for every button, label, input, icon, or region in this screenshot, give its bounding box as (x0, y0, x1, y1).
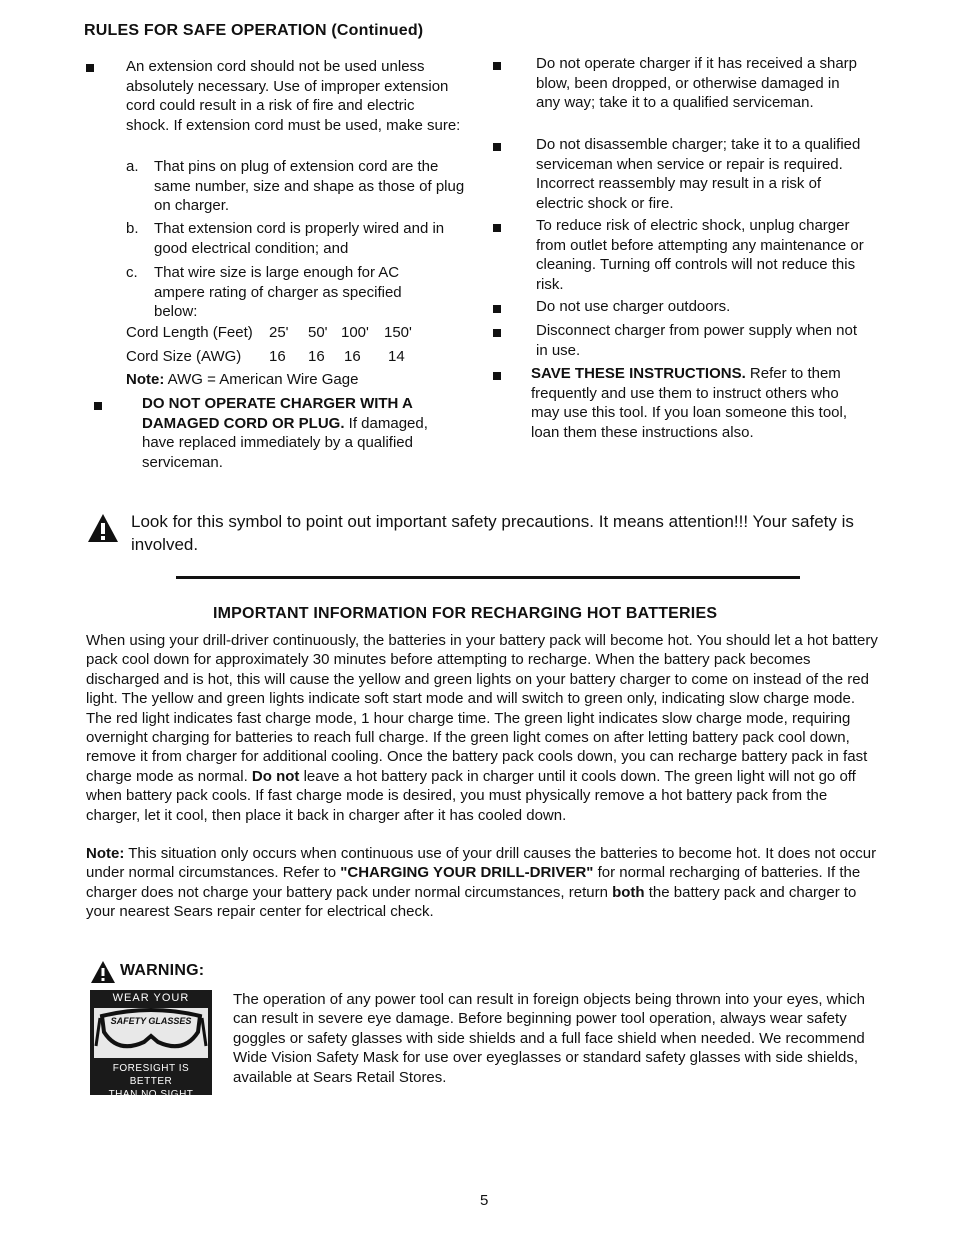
right-item-text: To reduce risk of electric shock, unplug charger from outlet before attempting any maintenance or cleaning. Turning off controls will not reduce this risk. (536, 217, 864, 293)
bullet-marker (493, 143, 501, 151)
sub-text: That extension cord is properly wired and in good electrical condition; and (154, 220, 445, 257)
save-instructions-text: Refer to them frequently and use them to instruct others who may use this tool. If you loan someone this tool, loan them these instructions also. (531, 365, 848, 441)
sub-item-a (126, 157, 466, 217)
sub-letter: a. (126, 158, 139, 175)
cord-length-value: 25' (269, 324, 289, 341)
bullet-marker (493, 224, 501, 232)
safety-glasses-icon (94, 1006, 208, 1060)
paragraph-text: When using your drill-driver continuously, the batteries in your battery pack will become hot. You should let a hot battery pack cool down for approximately 30 minutes before attempting to recharge. When the battery pack becomes discharged and is hot, this will cause the yellow and green lights on your battery charger to come on instead of the red light. The yellow and green lights indicate soft start mode and will switch to green only, indicating slow charge mode. The red light indicates fast charge mode, 1 hour charge time. The green light indicates slow charge mode, requiring overnight charging for batteries to reach full charge. If the green light comes on after letting battery pack cool down, remove it from charger for additional cooling. Once the battery pack cools down, you can recharge battery pack in fast charge mode as normal. (86, 632, 878, 785)
do-not-emphasis: Do not (251, 767, 300, 785)
note-label: Note: (126, 371, 165, 388)
warning-text: The operation of any power tool can result in foreign objects being thrown into your eyes, which can result in severe eye damage. Before beginning power tool operation, always wear safety goggles or safety glasses with side shields and a full face shield when needed. We recommend Wide Vision Safety Mask for use over eyeglasses or standard safety glasses with side shields, available at Sears Retail Stores. (233, 991, 866, 1086)
right-item-text: Do not disassemble charger; take it to a qualified serviceman when service or repair is required. Incorrect reassembly may result in a risk of electric shock or fire. (536, 136, 861, 212)
cord-length-value: 50' (308, 324, 328, 341)
cord-size-value: 16 (344, 348, 361, 365)
damaged-cord-heading: DO NOT OPERATE CHARGER WITH A DAMAGED CORD OR PLUG. (142, 395, 413, 432)
safety-alert-icon (86, 512, 120, 544)
bullet-marker (493, 62, 501, 70)
paragraph-text: leave a hot battery pack in charger until it cools down. The green light will not go off when battery pack cools. If fast charge mode is desired, you must physically remove a hot battery pack from the charger, let it cool, then place it back in charger after it has cooled down. (86, 767, 856, 824)
note-text: This situation only occurs when continuous use of your drill causes the batteries to become hot. It does not occur under normal circumstances. Refer to (86, 845, 877, 882)
page-number: 5 (480, 1192, 489, 1209)
save-instructions-item (531, 364, 871, 442)
sub-item-b (126, 219, 466, 261)
bullet-marker (493, 305, 501, 313)
bullet-marker (493, 372, 501, 380)
safety-glasses-badge (90, 990, 212, 1100)
section-title: RULES FOR SAFE OPERATION (Continued) (84, 22, 424, 39)
badge-bottom-line: THAN NO SIGHT (108, 1089, 194, 1100)
cord-length-value: 150' (384, 324, 412, 341)
both-emphasis: both (612, 883, 645, 901)
cord-length-label: Cord Length (Feet) (126, 324, 253, 341)
badge-bottom-line: FORESIGHT IS BETTER (112, 1063, 190, 1087)
right-item-2 (536, 135, 866, 213)
note-label: Note: (86, 845, 125, 862)
cord-size-value: 16 (269, 348, 286, 365)
cord-length-value: 100' (341, 324, 369, 341)
cord-size-value: 16 (308, 348, 325, 365)
extension-cord-text: An extension cord should not be used unless absolutely necessary. Use of improper extension cord could result in a risk of fire and electric shock. If extension cord must be used, make sure: (126, 58, 461, 134)
damaged-cord-item (142, 394, 462, 472)
cord-length-row (126, 323, 456, 343)
right-item-3 (536, 216, 871, 294)
sub-text: That wire size is large enough for AC ampere rating of charger as specified below: (154, 264, 402, 321)
bullet-marker (94, 402, 102, 410)
cord-size-row (126, 347, 456, 367)
safety-symbol-note: Look for this symbol to point out important safety precautions. It means attention!!! Your safety is involved. (131, 512, 854, 554)
sub-item-c (126, 263, 466, 323)
hot-batteries-title: IMPORTANT INFORMATION FOR RECHARGING HOT BATTERIES (213, 605, 718, 622)
section-divider (176, 576, 800, 579)
charging-reference: "CHARGING YOUR DRILL-DRIVER" (340, 864, 594, 882)
sub-letter: c. (126, 264, 138, 281)
bullet-marker (493, 329, 501, 337)
warning-icon (90, 960, 116, 984)
badge-bottom-text (90, 1062, 212, 1101)
sub-text: That pins on plug of extension cord are the same number, size and shape as those of plug on charger. (154, 158, 465, 215)
extension-cord-item (126, 57, 461, 135)
hot-batteries-paragraph (86, 631, 878, 825)
bullet-marker (86, 64, 94, 72)
cord-size-label: Cord Size (AWG) (126, 348, 242, 365)
sub-letter: b. (126, 220, 139, 237)
right-item-1 (536, 54, 866, 113)
right-item-text: Do not use charger outdoors. (536, 298, 731, 315)
right-item-4 (536, 297, 866, 317)
save-instructions-heading: SAVE THESE INSTRUCTIONS. (531, 365, 746, 382)
awg-note (126, 370, 358, 390)
damaged-cord-text: If damaged, have replaced immediately by a qualified serviceman. (142, 414, 428, 471)
note-text: the battery pack and charger to your nearest Sears repair center for electrical check. (86, 883, 857, 921)
right-item-text: Do not operate charger if it has received a sharp blow, been dropped, or otherwise damaged in any way; take it to a qualified serviceman. (536, 55, 858, 112)
badge-middle-text: SAFETY GLASSES (110, 1016, 192, 1026)
badge-top-text: WEAR YOUR (112, 992, 190, 1004)
cord-size-value: 14 (388, 348, 405, 365)
note-text: for normal recharging of batteries. If the charger does not charge your battery pack under normal circumstances, return (86, 864, 861, 901)
right-item-5 (536, 321, 866, 360)
hot-batteries-note (86, 844, 878, 922)
warning-title: WARNING: (120, 962, 205, 979)
note-text: AWG = American Wire Gage (167, 371, 359, 388)
right-item-text: Disconnect charger from power supply when not in use. (536, 322, 857, 359)
